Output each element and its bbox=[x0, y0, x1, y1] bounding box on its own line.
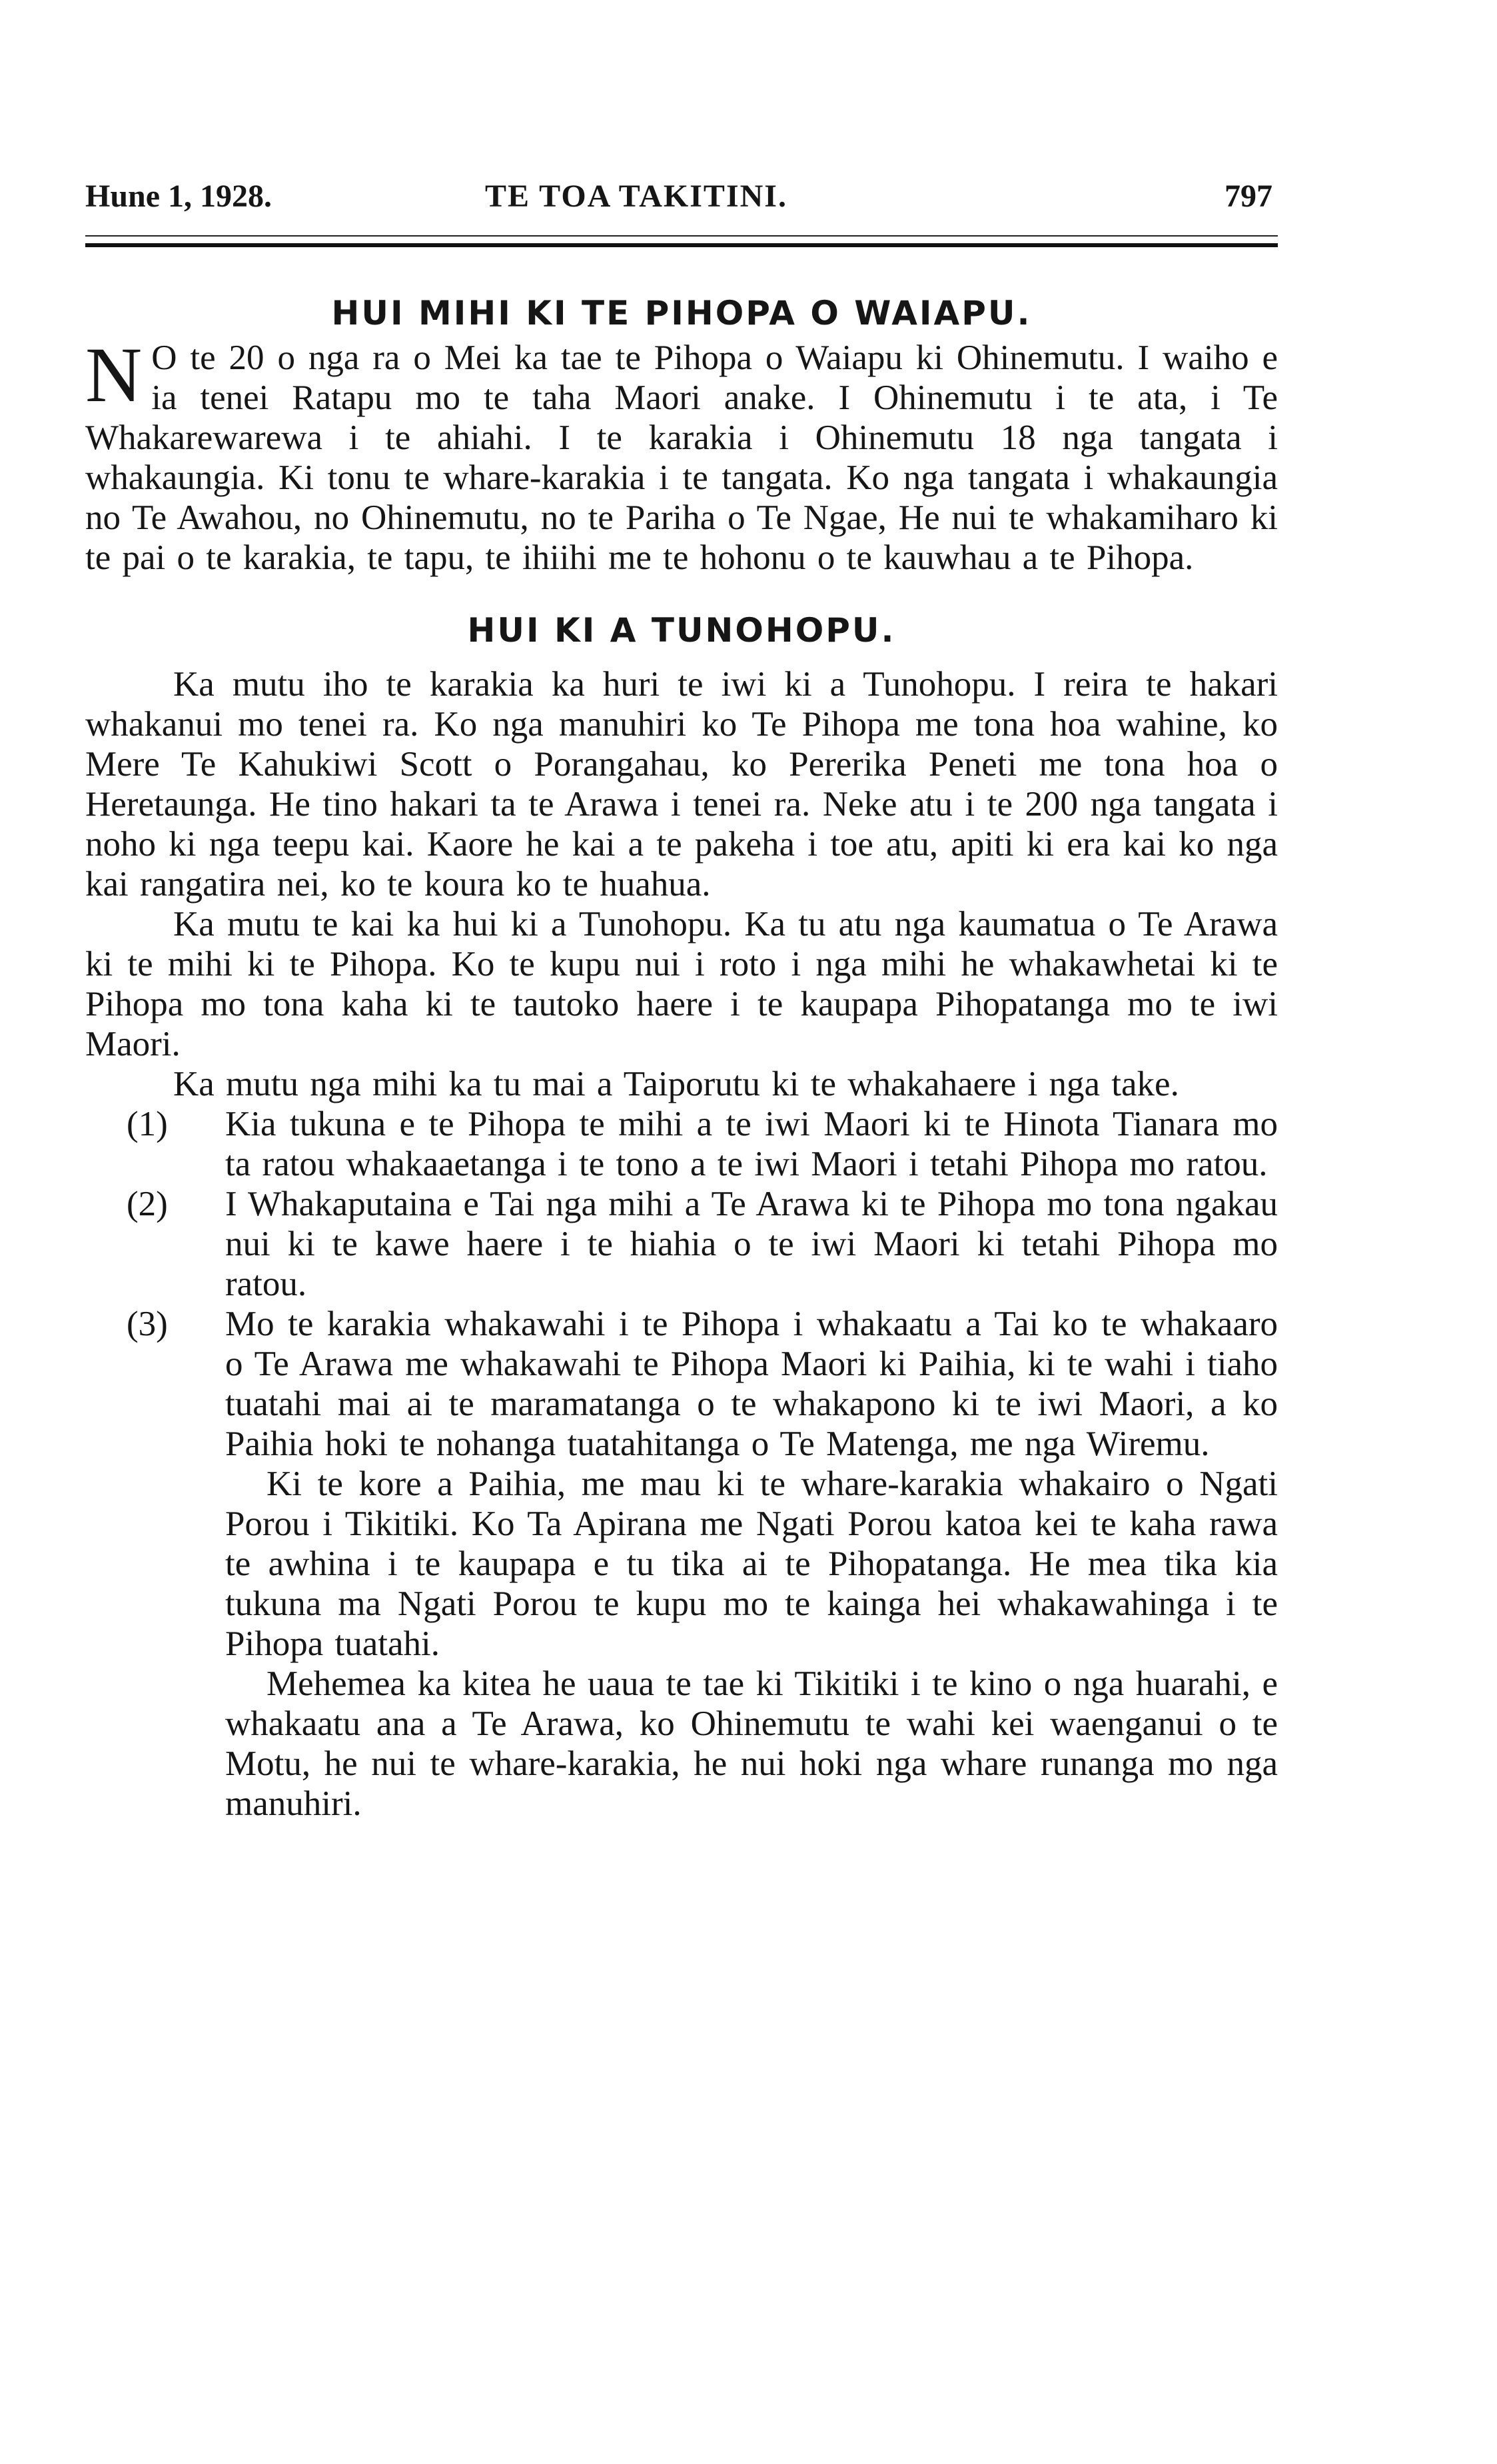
running-header bbox=[85, 170, 1278, 231]
list-item-number: (3) bbox=[127, 1305, 168, 1343]
numbered-list bbox=[85, 1104, 1278, 1824]
list-item-number: (1) bbox=[127, 1105, 168, 1143]
section-heading-2: HUI KI A TUNOHOPU. bbox=[467, 611, 896, 650]
list-item-text: Kia tukuna e te Pihopa te mihi a te iwi Maori ki te Hinota Tianara mo ta ratou whakaaetanga i te tono a te iwi Maori i tetahi Pihopa mo ratou. bbox=[225, 1105, 1278, 1183]
paragraph: Ka mutu nga mihi ka tu mai a Taiporutu ki te whakahaere i nga take. bbox=[173, 1065, 1179, 1103]
list-item bbox=[85, 1304, 1278, 1824]
section-hui-tunohopu bbox=[85, 611, 1278, 1824]
header-date: Hune 1, 1928. bbox=[85, 179, 272, 214]
list-item-text: Mo te karakia whakawahi i te Pihopa i whakaatu a Tai ko te whakaaro o Te Arawa me whakawahi te Pihopa Maori ki Paihia, ki te wahi i tiaho tuatahi mai ai te maramatanga o te whakapono ki te iwi Maori, a ko Paihia hoki te nohanga tuatahitanga o Te Matenga, me nga Wiremu. bbox=[225, 1305, 1278, 1463]
list-item-number: (2) bbox=[127, 1185, 168, 1223]
section-1-paragraph bbox=[85, 331, 1278, 578]
header-rule-thin bbox=[85, 235, 1278, 237]
paragraph: Ka mutu iho te karakia ka huri te iwi ki a Tunohopu. I reira te hakari whakanui mo tenei ra. Ko nga manuhiri ko Te Pihopa me tona hoa wahine, ko Mere Te Kahukiwi Scott o Porangahau, ko Pererika Peneti me tona hoa o Heretaunga. He tino hakari ta te Arawa i tenei ra. Neke atu i te 200 nga tangata i noho ki nga teepu kai. Kaore he kai a te pakeha i toe atu, apiti ki era kai ko nga kai rangatira nei, ko te koura ko te huahua. bbox=[85, 665, 1278, 904]
list-item-text: I Whakaputaina e Tai nga mihi a Te Arawa ki te Pihopa mo tona ngakau nui ki te kawe haere i te hiahia o te iwi Maori ki tetahi Pihopa mo ratou. bbox=[225, 1185, 1278, 1303]
section-hui-mihi bbox=[85, 294, 1278, 578]
section-heading-1: HUI MIHI KI TE PIHOPA O WAIAPU. bbox=[331, 294, 1032, 332]
list-item bbox=[85, 1184, 1278, 1304]
header-title: TE TOA TAKITINI. bbox=[485, 179, 787, 214]
header-rule-thick bbox=[85, 243, 1278, 247]
paragraph: Ka mutu te kai ka hui ki a Tunohopu. Ka tu atu nga kaumatua o Te Arawa ki te mihi ki te Pihopa. Ko te kupu nui i roto i nga mihi he whakawhetai ki te Pihopa mo tona kaha ki te tautoko haere i te kaupapa Pihopatanga mo te iwi Maori. bbox=[85, 905, 1278, 1063]
drop-cap: N bbox=[85, 331, 143, 418]
page bbox=[85, 170, 1278, 1824]
list-item-continuation: Ki te kore a Paihia, me mau ki te whare-karakia whakairo o Ngati Porou i Tikitiki. Ko Ta Apirana me Ngati Porou katoa kei te kaha rawa te awhina i te kaupapa e tu tika ai te Pihopatanga. He mea tika kia tukuna ma Ngati Porou te kupu mo te kainga hei whakawahinga i te Pihopa tuatahi. bbox=[225, 1465, 1278, 1663]
list-item bbox=[85, 1104, 1278, 1184]
paragraph-text: O te 20 o nga ra o Mei ka tae te Pihopa o Waiapu ki Ohinemutu. I waiho e ia tenei Ratapu mo te taha Maori anake. I Ohinemutu i te ata, i Te Whakarewarewa i te ahiahi. I te karakia i Ohinemutu 18 nga tangata i whakaungia. Ki tonu te whare-karakia i te tangata. Ko nga tangata i whakaungia no Te Awahou, no Ohinemutu, no te Pariha o Te Ngae, He nui te whakamiharo ki te pai o te karakia, te tapu, te ihiihi me te hohonu o te kauwhau a te Pihopa. bbox=[85, 338, 1278, 577]
page-number: 797 bbox=[1225, 179, 1272, 214]
list-item-continuation: Mehemea ka kitea he uaua te tae ki Tikitiki i te kino o nga huarahi, e whakaatu ana a Te Arawa, ko Ohinemutu te wahi kei waenganui o te Motu, he nui te whare-karakia, he nui hoki nga whare runanga mo nga manuhiri. bbox=[225, 1664, 1278, 1823]
